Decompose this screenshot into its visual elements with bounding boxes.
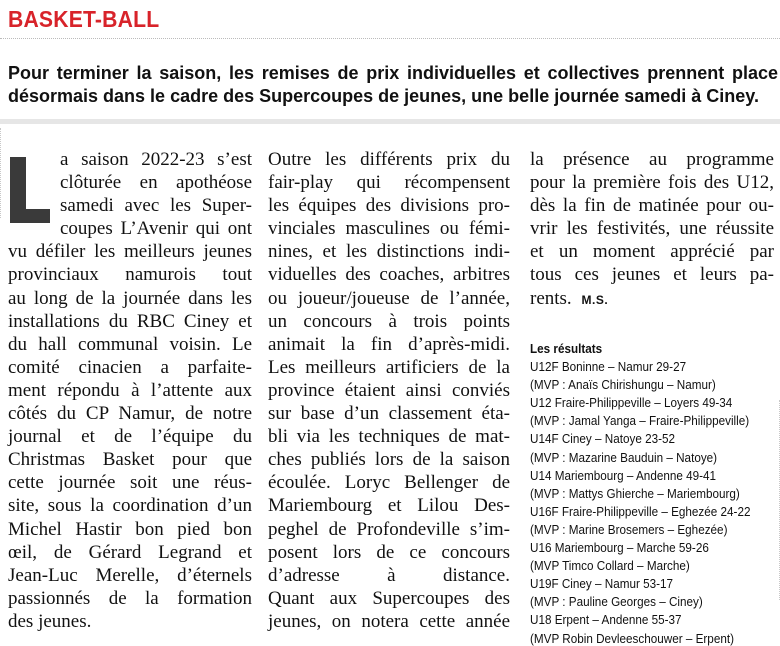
result-score: U12F Boninne – Namur 29-27 [530, 359, 687, 375]
article-line: vu défiler les meilleurs jeunes [8, 241, 252, 263]
article-line: site, sous la coordination d’un [8, 495, 252, 517]
article-column-2 [268, 148, 510, 633]
article-line: les équipes des divisions pro- [268, 195, 510, 217]
article-line: clôturée en apothéose [60, 172, 252, 194]
result-mvp: (MVP : Pauline Georges – Ciney) [530, 594, 703, 610]
article-line: samedi avec les Super- [60, 195, 252, 217]
article-lead: Pour terminer la saison, les remises de prix individuelles et collectives prennent place désormais dans le cadre des Supercoupes de jeunes, une belle journée samedi à Ciney. [8, 63, 778, 106]
article-line: installations du RBC Ciney et [8, 310, 252, 332]
article-line: œil, de Gérard Legrand et [8, 541, 252, 563]
article-line: jeunes, on notera cette année [268, 610, 510, 632]
result-score: U16 Mariembourg – Marche 59-26 [530, 540, 709, 556]
article-line: fair-play qui récompensent [268, 172, 510, 194]
article-line: coupes L’Avenir qui ont [60, 218, 252, 240]
article-line: vrir les festivités, une réussite [530, 218, 774, 240]
result-mvp: (MVP : Marine Brosemers – Eghezée) [530, 521, 728, 537]
article-line: tous ces jeunes et leurs pa- [530, 264, 774, 286]
article-line: vinciales masculines ou fémi- [268, 218, 510, 240]
section-kicker: BASKET-BALL [8, 6, 160, 32]
article-line: provinciaux namurois tout [8, 264, 252, 286]
result-mvp: (MVP : Mattys Ghierche – Mariembourg) [530, 485, 740, 501]
result-score: U14F Ciney – Natoye 23-52 [530, 431, 676, 447]
results-box [530, 340, 750, 646]
article-line: Mariembourg et Lilou Des- [268, 495, 510, 517]
result-score: U19F Ciney – Namur 53-17 [530, 576, 674, 592]
article-line: cette journée soit une réus- [8, 472, 252, 494]
article-line: Christmas Basket pour que [8, 449, 252, 471]
article-column-1 [8, 148, 252, 633]
article-line: d’adresse à distance. [268, 564, 510, 586]
article-line: rents. M.S. [530, 287, 609, 309]
article-line: animait la fin d’après-midi. [268, 333, 510, 355]
left-margin-marks [0, 128, 3, 218]
article-line: pour la première fois des U12, [530, 172, 774, 194]
article-line: Outre les différents prix du [268, 149, 510, 170]
article-column-3 [530, 148, 774, 312]
article-line: écoulée. Loryc Bellenger de [268, 472, 510, 494]
article-line: Les meilleurs artificiers de la [268, 356, 510, 378]
article-line: ches publiés lors de la saison [268, 449, 510, 471]
top-divider [0, 38, 780, 41]
lead-divider [0, 119, 780, 124]
article-line: Michel Hastir bon pied bon [8, 518, 252, 540]
article-line: Jean-Luc Merelle, d’éternels [8, 564, 252, 586]
article-line: viduelles des coaches, arbitres [268, 264, 510, 286]
results-heading: Les résultats [530, 341, 603, 356]
article-line: ment répondu à l’attente aux [8, 379, 252, 401]
result-score: U18 Erpent – Andenne 55-37 [530, 612, 682, 628]
author-signature: M.S. [577, 292, 609, 307]
result-mvp: (MVP Timco Collard – Marche) [530, 558, 690, 574]
article-line: des jeunes. [8, 610, 92, 632]
article-line: posent lors de ce concours [268, 541, 510, 563]
article-line: dès la fin de matinée pour ou- [530, 195, 774, 217]
article-line: journal et de l’équipe du [8, 426, 252, 448]
article-line: comité cinacien a parfaite- [8, 356, 252, 378]
result-mvp: (MVP Robin Devleeschouwer – Erpent) [530, 630, 734, 646]
result-score: U14 Mariembourg – Andenne 49-41 [530, 467, 717, 483]
results-list [530, 358, 750, 646]
svg-text:L: L [8, 155, 9, 156]
article-line: peghel de Profondeville s’im- [268, 518, 510, 540]
article-line: un concours à trois points [268, 310, 510, 332]
result-mvp: (MVP : Jamal Yanga – Fraire-Philippeville) [530, 413, 750, 429]
article-line: nines, et les distinctions indi- [268, 241, 510, 263]
article-line: du hall communal voisin. Le [8, 333, 252, 355]
article-line: sur base d’un classement éta- [268, 403, 510, 425]
article-line: Quant aux Supercoupes des [268, 587, 510, 609]
article-line: province étaient ainsi conviés [268, 379, 510, 401]
article-line: passionnés de la formation [8, 587, 252, 609]
result-score: U12 Fraire-Philippeville – Loyers 49-34 [530, 395, 733, 411]
article-line: et un moment apprécié par [530, 241, 774, 263]
result-mvp: (MVP : Mazarine Bauduin – Natoye) [530, 449, 718, 465]
article-line: ou joueur/joueuse de l’année, [268, 287, 510, 309]
result-score: U16F Fraire-Philippeville – Eghezée 24-22 [530, 503, 751, 519]
result-mvp: (MVP : Anaïs Chirishungu – Namur) [530, 377, 716, 393]
article-line: la présence au programme [530, 149, 774, 170]
article-line: a saison 2022-23 s’est [60, 149, 252, 170]
article-line: côtés du CP Namur, de notre [8, 403, 252, 425]
article-line: au long de la journée dans les [8, 287, 252, 309]
article-line: bli via les techniques de mat- [268, 426, 510, 448]
